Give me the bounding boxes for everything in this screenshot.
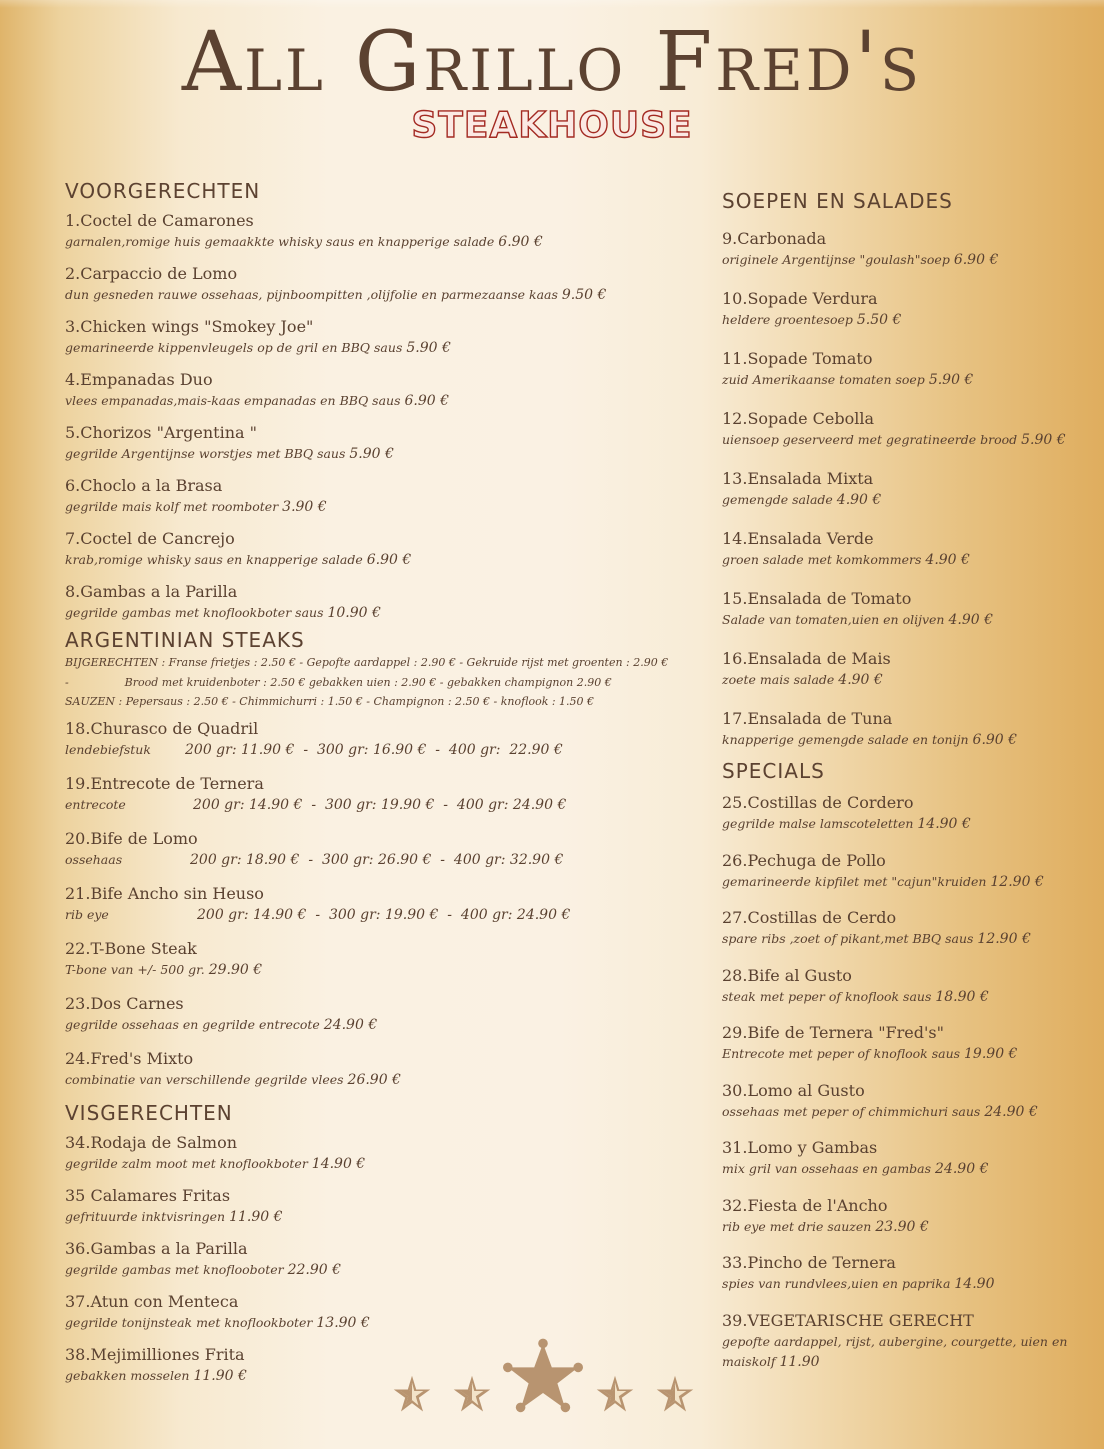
description-text: uiensoep geserveerd met gegratineerde brood: [722, 432, 1018, 447]
item-name: 39.VEGETARISCHE GERECHT: [722, 1310, 974, 1330]
description-text: gefrituurde inktvisringen: [65, 1208, 226, 1224]
item-price: 4.90 €: [836, 492, 882, 508]
description-text: krab,romige whisky saus en knapperige salade: [65, 552, 363, 567]
item-name: 13.Ensalada Mixta: [722, 469, 874, 488]
description-text: gegrilde tonijnsteak met knoflookboter: [65, 1314, 313, 1330]
menu-item: [65, 422, 695, 475]
item-description: [65, 285, 695, 305]
item-name: 23.Dos Carnes: [65, 993, 184, 1013]
menu-item: [65, 316, 695, 369]
item-description: [722, 872, 1092, 892]
item-description: [65, 1154, 695, 1174]
item-description: [722, 490, 1092, 510]
menu-item: [65, 938, 695, 993]
menu-item: [722, 228, 1092, 288]
item-description: [65, 740, 695, 760]
item-description: [722, 1159, 1092, 1179]
description-text: spies van rundvlees,uien en paprika: [722, 1276, 951, 1291]
item-name: 4.Empanadas Duo: [65, 370, 213, 389]
item-description: [65, 960, 695, 980]
star-decoration: [393, 1335, 698, 1415]
bijgerechten-line-2: - Brood met kruidenboter : 2.50 € gebakken uien : 2.90 € - gebakken champignon 2.90 €: [65, 675, 612, 689]
item-name: 11.Sopade Tomato: [722, 349, 873, 368]
menu-item: [65, 1132, 695, 1185]
item-price: 10.90 €: [327, 605, 381, 621]
menu-item: [65, 718, 695, 773]
item-description: [722, 730, 1092, 750]
item-name: 33.Pincho de Ternera: [722, 1253, 896, 1272]
item-price: 200 gr: 18.90 € - 300 gr: 26.90 € - 400 gr: 32.90 €: [190, 851, 564, 868]
description-text: gemarineerde kippenvleugels op de gril en BBQ saus: [65, 340, 403, 355]
description-text: entrecote: [65, 796, 126, 812]
voorgerechten-list: [65, 210, 695, 627]
section-title-voorgerechten: VOORGERECHTEN: [65, 179, 261, 203]
item-name: 36.Gambas a la Parilla: [65, 1238, 248, 1258]
menu-item: [722, 1080, 1092, 1138]
menu-item: [65, 883, 695, 938]
description-text: Salade van tomaten,uien en olijven: [722, 612, 945, 627]
description-text: heldere groentesoep: [722, 312, 853, 327]
section-title-soepen: SOEPEN EN SALADES: [722, 189, 953, 213]
menu-item: [65, 210, 695, 263]
item-price: 3.90 €: [282, 499, 327, 515]
item-price: 29.90 €: [208, 961, 263, 978]
item-description: [722, 250, 1092, 270]
description-text: steak met peper of knoflook saus: [722, 988, 932, 1004]
menu-item: [722, 1252, 1092, 1310]
description-text: T-bone van +/- 500 gr.: [65, 961, 205, 977]
item-price: 11.90: [779, 1353, 820, 1370]
item-name: 31.Lomo y Gambas: [722, 1138, 878, 1157]
item-price: 24.90 €: [935, 1161, 989, 1177]
description-text: garnalen,romige huis gemaakkte whisky saus en knapperige salade: [65, 234, 495, 249]
menu-item: [722, 528, 1092, 588]
description-text: groen salade met komkommers: [722, 552, 922, 567]
item-name: 28.Bife al Gusto: [722, 965, 852, 985]
item-name: 10.Sopade Verdura: [722, 289, 878, 308]
menu-item: [722, 1022, 1092, 1080]
description-text: ossehaas met peper of chimmichuri saus: [722, 1103, 981, 1119]
section-title-visgerechten: VISGERECHTEN: [65, 1100, 233, 1125]
item-price: 6.90 €: [972, 732, 1018, 748]
item-name: 18.Churasco de Quadril: [65, 718, 259, 738]
menu-item: [65, 1238, 695, 1291]
item-name: 17.Ensalada de Tuna: [722, 709, 893, 728]
description-text: gegrilde zalm moot met knoflookboter: [65, 1155, 308, 1171]
item-description: [65, 338, 695, 358]
description-text: vlees empanadas,mais-kaas empanadas en BBQ saus: [65, 393, 401, 408]
item-name: 12.Sopade Cebolla: [722, 409, 874, 428]
item-price: 18.90 €: [935, 988, 989, 1005]
item-description: [722, 370, 1092, 390]
item-price: 9.50 €: [561, 287, 607, 303]
item-price: 14.90: [954, 1276, 995, 1292]
item-name: 29.Bife de Ternera "Fred's": [722, 1023, 944, 1042]
item-name: 14.Ensalada Verde: [722, 529, 874, 548]
item-price: 5.90 €: [349, 446, 394, 462]
menu-item: [65, 1185, 695, 1238]
item-description: [65, 444, 695, 464]
item-description: [65, 1070, 695, 1090]
item-price: 12.90 €: [990, 873, 1044, 890]
item-price: 6.90 €: [498, 234, 543, 250]
description-text: gepofte aardappel, rijst, aubergine, courgette, uien en maiskolf: [722, 1333, 1068, 1369]
menu-item: [65, 773, 695, 828]
item-price: 24.90 €: [984, 1103, 1038, 1120]
item-name: 26.Pechuga de Pollo: [722, 850, 886, 870]
small-star-icon: [596, 1375, 634, 1413]
item-description: [65, 795, 695, 815]
item-description: [65, 1207, 695, 1227]
item-name: 19.Entrecote de Ternera: [65, 773, 264, 793]
menu-item: [65, 993, 695, 1048]
description-text: gegrilde ossehaas en gegrilde entrecote: [65, 1016, 320, 1032]
menu-item: [722, 1195, 1092, 1253]
item-name: 1.Coctel de Camarones: [65, 211, 254, 230]
item-name: 35 Calamares Fritas: [65, 1185, 231, 1205]
item-description: [722, 1102, 1092, 1122]
menu-item: [722, 648, 1092, 708]
item-price: 12.90 €: [977, 931, 1031, 947]
item-price: 4.90 €: [948, 612, 993, 628]
left-column: [65, 178, 695, 1397]
menu-item: [722, 850, 1092, 908]
item-description: [722, 929, 1092, 949]
sauzen-line: SAUZEN : Pepersaus : 2.50 € - Chimmichurri : 1.50 € - Champignon : 2.50 € - knoflook : 1.50 €: [65, 695, 595, 708]
item-name: 7.Coctel de Cancrejo: [65, 529, 235, 548]
menu-item: [65, 263, 695, 316]
description-text: gegrilde malse lamscoteletten: [722, 816, 914, 831]
item-price: 200 gr: 14.90 € - 300 gr: 19.90 € - 400 gr: 24.90 €: [193, 796, 567, 813]
restaurant-subtitle: STEAKHOUSE: [411, 105, 693, 146]
description-text: lendebiefstuk: [65, 741, 151, 757]
bijgerechten-line-1: BIJGERECHTEN : Franse frietjes : 2.50 € - Gepofte aardappel : 2.90 € - Gekruide rijst met groenten : 2.90 €: [65, 656, 669, 669]
menu-item: [65, 828, 695, 883]
item-description: [722, 310, 1092, 330]
description-text: gegrilde gambas met knoflookboter saus: [65, 605, 324, 620]
restaurant-title: All Grillo Fred's: [181, 15, 923, 110]
item-name: 32.Fiesta de l'Ancho: [722, 1195, 888, 1215]
menu-item: [65, 475, 695, 528]
item-description: [722, 987, 1092, 1007]
menu-item: [722, 792, 1092, 850]
item-description: [65, 603, 695, 623]
description-text: dun gesneden rauwe ossehaas, pijnboompitten ,olijfolie en parmezaanse kaas: [65, 287, 558, 302]
item-price: 19.90 €: [964, 1046, 1018, 1062]
item-description: [65, 1313, 695, 1333]
small-star-icon: [453, 1375, 491, 1413]
menu-item: [722, 1137, 1092, 1195]
item-price: 22.90 €: [287, 1261, 342, 1278]
description-text: gemarineerde kipfilet met "cajun"kruiden: [722, 873, 987, 889]
item-price: 5.90 €: [1021, 432, 1066, 448]
item-description: [722, 1274, 1092, 1294]
small-star-icon: [393, 1375, 431, 1413]
menu-item: [722, 1310, 1092, 1368]
item-name: 25.Costillas de Cordero: [722, 793, 914, 812]
item-price: 13.90 €: [316, 1314, 370, 1331]
item-name: 30.Lomo al Gusto: [722, 1080, 865, 1100]
menu-item: [722, 468, 1092, 528]
item-name: 6.Choclo a la Brasa: [65, 476, 223, 495]
item-name: 24.Fred's Mixto: [65, 1048, 194, 1068]
menu-item: [722, 288, 1092, 348]
item-name: 8.Gambas a la Parilla: [65, 582, 238, 601]
item-description: [722, 1044, 1092, 1064]
item-description: [65, 232, 695, 252]
item-name: 34.Rodaja de Salmon: [65, 1132, 238, 1152]
item-price: 200 gr: 14.90 € - 300 gr: 19.90 € - 400 gr: 24.90 €: [197, 906, 571, 923]
item-description: [65, 391, 695, 411]
section-title-steaks: ARGENTINIAN STEAKS: [65, 628, 305, 652]
menu-item: [722, 708, 1092, 758]
menu-item: [722, 348, 1092, 408]
item-name: 5.Chorizos "Argentina ": [65, 423, 257, 442]
specials-list: [722, 792, 1092, 1370]
item-price: 6.90 €: [404, 393, 450, 409]
description-text: zuid Amerikaanse tomaten soep: [722, 372, 925, 387]
description-text: mix gril van ossehaas en gambas: [722, 1161, 932, 1176]
item-price: 6.90 €: [953, 252, 999, 268]
item-price: 6.90 €: [366, 552, 412, 568]
item-price: 11.90 €: [229, 1208, 283, 1225]
item-price: 23.90 €: [875, 1218, 929, 1235]
item-description: [722, 550, 1092, 570]
item-description: [722, 610, 1092, 630]
item-description: [722, 1332, 1087, 1372]
menu-item: [722, 408, 1092, 468]
item-name: 37.Atun con Menteca: [65, 1291, 239, 1311]
description-text: gegrilde mais kolf met roomboter: [65, 499, 279, 514]
item-price: 11.90 €: [193, 1367, 247, 1384]
item-description: [65, 550, 695, 570]
menu-item: [65, 369, 695, 422]
item-description: [722, 814, 1092, 834]
description-text: combinatie van verschillende gegrilde vlees: [65, 1071, 344, 1087]
description-text: rib eye: [65, 906, 109, 922]
item-price: 26.90 €: [347, 1071, 401, 1088]
menu-item: [65, 1048, 695, 1100]
item-price: 5.50 €: [856, 312, 902, 328]
item-name: 22.T-Bone Steak: [65, 938, 197, 958]
description-text: Entrecote met peper of knoflook saus: [722, 1046, 961, 1061]
item-price: 4.90 €: [925, 552, 970, 568]
steaks-list: [65, 718, 695, 1100]
description-text: gegrilde Argentijnse worstjes met BBQ saus: [65, 446, 346, 461]
soepen-list: [722, 228, 1092, 758]
description-text: knapperige gemengde salade en tonijn: [722, 732, 969, 747]
description-text: originele Argentijnse "goulash"soep: [722, 252, 950, 267]
item-name: 21.Bife Ancho sin Heuso: [65, 883, 264, 903]
item-price: 14.90 €: [917, 816, 971, 832]
sheriff-badge-icon: [503, 1337, 583, 1413]
item-description: [65, 1015, 695, 1035]
item-name: 3.Chicken wings "Smokey Joe": [65, 317, 314, 336]
item-name: 38.Mejimilliones Frita: [65, 1344, 245, 1364]
description-text: gegrilde gambas met knoflooboter: [65, 1261, 284, 1277]
item-description: [65, 850, 695, 870]
description-text: ossehaas: [65, 851, 123, 867]
menu-item: [722, 907, 1092, 965]
item-price: 4.90 €: [838, 672, 883, 688]
menu-item: [65, 528, 695, 581]
description-text: gebakken mosselen: [65, 1367, 190, 1383]
item-description: [65, 905, 695, 925]
item-name: 15.Ensalada de Tomato: [722, 589, 912, 608]
item-description: [65, 497, 695, 517]
menu-item: [65, 581, 695, 627]
description-text: zoete mais salade: [722, 672, 835, 687]
item-price: 24.90 €: [323, 1016, 378, 1033]
small-star-icon: [656, 1375, 694, 1413]
section-title-specials: SPECIALS: [722, 759, 825, 783]
item-price: 5.90 €: [406, 340, 451, 356]
menu-item: [722, 588, 1092, 648]
item-name: 16.Ensalada de Mais: [722, 649, 891, 668]
item-price: 14.90 €: [311, 1155, 366, 1172]
item-name: 20.Bife de Lomo: [65, 828, 198, 848]
description-text: rib eye met drie sauzen: [722, 1218, 872, 1234]
item-description: [722, 670, 1092, 690]
menu-item: [722, 965, 1092, 1023]
item-description: [65, 1260, 695, 1280]
item-price: 5.90 €: [928, 372, 974, 388]
right-column: [722, 188, 1092, 1370]
description-text: spare ribs ,zoet of pikant,met BBQ saus: [722, 931, 974, 946]
item-name: 9.Carbonada: [722, 229, 827, 248]
description-text: gemengde salade: [722, 492, 833, 507]
item-description: [722, 430, 1092, 450]
item-price: 200 gr: 11.90 € - 300 gr: 16.90 € - 400 gr: 22.90 €: [185, 741, 563, 758]
item-description: [722, 1217, 1092, 1237]
item-name: 2.Carpaccio de Lomo: [65, 264, 238, 283]
item-name: 27.Costillas de Cerdo: [722, 908, 897, 927]
